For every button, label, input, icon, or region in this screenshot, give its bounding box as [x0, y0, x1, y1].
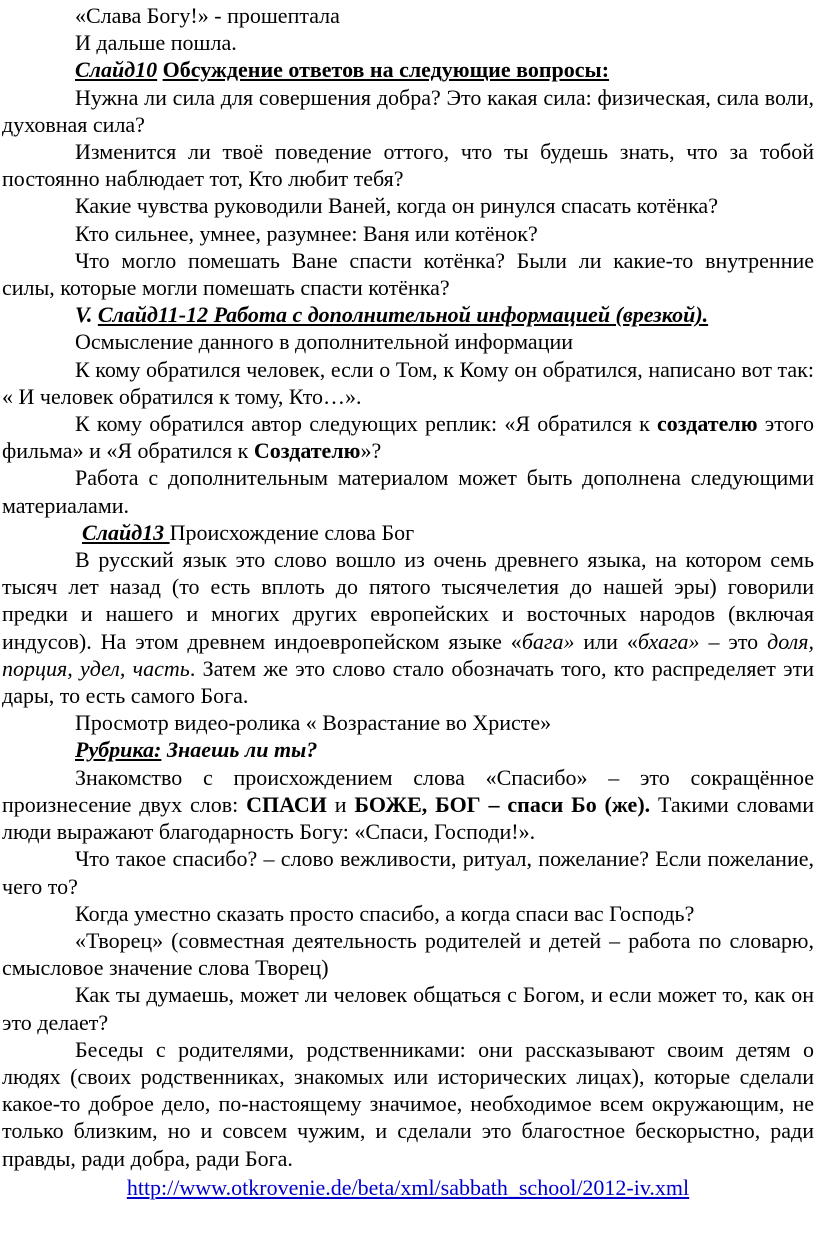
slide-title: Происхождение слова Бог	[169, 519, 415, 545]
question-text: Кто сильнее, умнее, разумнее: Ваня или котёнок?	[75, 220, 538, 246]
section-title: Слайд11-12 Работа с дополнительной информацией (врезкой).	[97, 302, 709, 328]
paragraph-text: и	[326, 791, 355, 817]
body-paragraph	[0, 927, 816, 981]
body-paragraph	[0, 981, 816, 1035]
paragraph-text: Просмотр видео-ролика « Возрастание во Христе»	[75, 710, 552, 736]
bold-word: создателю	[657, 411, 758, 437]
paragraph-text: этого фильма» и «Я обратился к	[2, 411, 815, 464]
slide-label: Слайд13	[82, 519, 170, 545]
question-paragraph	[0, 192, 816, 219]
paragraph-text: »?	[360, 438, 382, 464]
rubric-heading	[0, 736, 816, 763]
slide13-heading	[0, 519, 816, 546]
paragraph-text: «Творец» (совместная деятельность родителей и детей – работа по словарю, смысловое значение слова Творец)	[2, 927, 814, 981]
section-number: V.	[75, 302, 93, 328]
body-paragraph	[0, 1036, 816, 1172]
body-paragraph	[0, 464, 816, 518]
bold-word: Создателю	[253, 438, 361, 464]
bold-word: СПАСИ	[246, 791, 327, 817]
document-page	[0, 2, 816, 1201]
text-line	[0, 29, 816, 56]
slide-label: Слайд10	[75, 57, 158, 83]
paragraph-text: Знакомство с происхождением слова «Спасибо» – это сокращённое произнесение двух слов:	[2, 764, 814, 817]
question-paragraph	[0, 220, 816, 247]
text-line	[0, 2, 816, 29]
bold-word: БОЖЕ, БОГ – спаси Бо (же).	[354, 791, 651, 817]
section-subtitle	[0, 328, 816, 355]
paragraph-text: – это	[699, 628, 768, 654]
question-text: Что могло помешать Ване спасти котёнка? Были ли какие-то внутренние силы, которые могли помешать спасти котёнка?	[2, 247, 814, 301]
text-span: И дальше пошла.	[75, 30, 237, 56]
question-paragraph	[0, 247, 816, 301]
italic-term: бхага»	[637, 628, 700, 654]
question-paragraph	[0, 84, 816, 138]
body-paragraph	[0, 764, 816, 846]
italic-term: доля, порция, удел, часть	[2, 628, 814, 681]
slide-title: Обсуждение ответов на следующие вопросы:	[162, 57, 610, 83]
body-paragraph	[0, 356, 816, 410]
italic-term: бага»	[521, 628, 575, 654]
question-text: Нужна ли сила для совершения добра? Это какая сила: физическая, сила воли, духовная сила?	[2, 84, 814, 137]
body-paragraph	[0, 845, 816, 899]
paragraph-text: К кому обратился человек, если о Том, к Кому он обратился, написано вот так: « И человек обратился к тому, Кто…».	[2, 356, 814, 409]
rubric-title: Знаешь ли ты?	[161, 737, 318, 763]
body-paragraph	[0, 546, 816, 709]
slide10-heading	[0, 56, 816, 83]
rubric-label: Рубрика:	[75, 737, 162, 763]
body-paragraph	[0, 709, 816, 736]
paragraph-text: Беседы с родителями, родственниками: они рассказывают своим детям о людях (своих родственниках, знакомых или исторических лицах), которые сделали какое-то доброе дело, по-настоящему значимое, необходимое всем окружающим, не только близким, но и совсем чужим, и сделали это благостное бескорыстно, ради правды, ради добра, ради Бога.	[2, 1036, 814, 1171]
paragraph-text: Что такое спасибо? – слово вежливости, ритуал, пожелание? Если пожелание, чего то?	[2, 846, 814, 899]
paragraph-text: В русский язык это слово вошло из очень древнего языка, на котором семь тысяч лет назад (то есть вплоть до пятого тысячелетия до нашей эры) говорили предки и нашего и многих других европейских и восточных народов (включая индусов). На этом древнем индоевропейском языке «	[2, 547, 814, 654]
paragraph-text: Работа с дополнительным материалом может быть дополнена следующими материалами.	[2, 465, 814, 518]
question-paragraph	[0, 138, 816, 192]
body-paragraph	[0, 410, 816, 464]
paragraph-text: Такими словами люди выражают благодарность Богу: «Спаси, Господи!».	[2, 791, 814, 845]
subtitle-text: Осмысление данного в дополнительной информации	[75, 329, 574, 355]
paragraph-text: . Затем же это слово стало обозначать того, кто распределяет эти дары, то есть самого Бога.	[2, 655, 814, 709]
body-paragraph	[0, 900, 816, 927]
paragraph-text: или «	[574, 628, 638, 654]
section-heading	[0, 301, 816, 328]
paragraph-text: Как ты думаешь, может ли человек общаться с Богом, и если может то, как он это делает?	[2, 982, 814, 1035]
source-link-line	[0, 1174, 816, 1201]
text-span: «Слава Богу!» - прошептала	[75, 3, 340, 28]
source-link[interactable]: http://www.otkrovenie.de/beta/xml/sabbath_school/2012-iv.xml	[126, 1174, 690, 1200]
paragraph-text: К кому обратился автор следующих реплик: «Я обратился к	[75, 411, 658, 437]
paragraph-text: Когда уместно сказать просто спасибо, а когда спаси вас Господь?	[75, 900, 695, 926]
question-text: Какие чувства руководили Ваней, когда он ринулся спасать котёнка?	[75, 193, 718, 219]
question-text: Изменится ли твоё поведение оттого, что ты будешь знать, что за тобой постоянно наблюдает тот, Кто любит тебя?	[2, 139, 814, 192]
